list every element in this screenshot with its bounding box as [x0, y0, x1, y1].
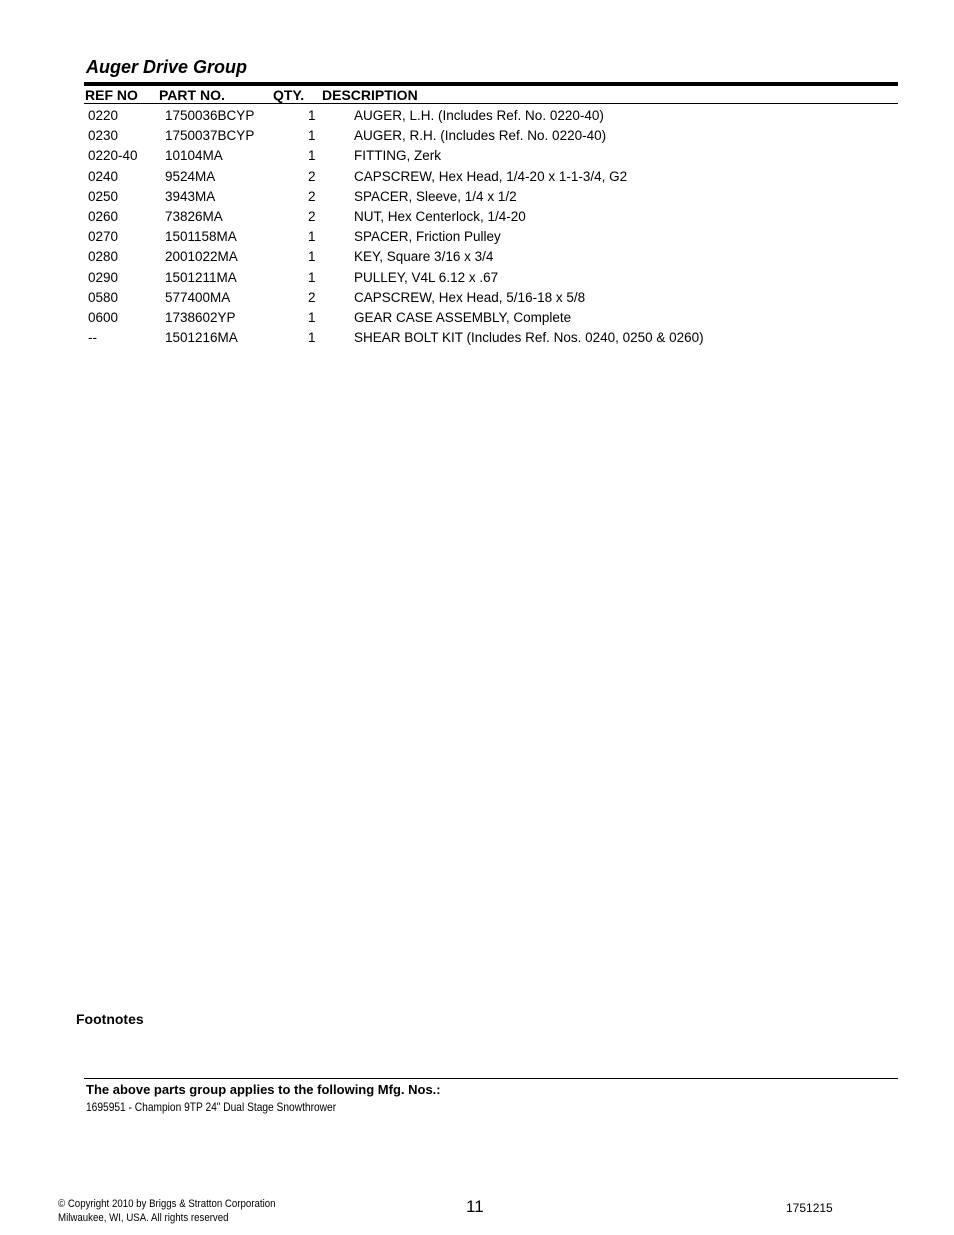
cell-description: PULLEY, V4L 6.12 x .67	[354, 269, 499, 285]
cell-ref-no: 0280	[88, 249, 119, 265]
cell-description: SPACER, Sleeve, 1/4 x 1/2	[354, 188, 517, 204]
cell-qty: 1	[308, 148, 316, 164]
cell-ref-no: 0600	[88, 309, 119, 325]
cell-description: SHEAR BOLT KIT (Includes Ref. Nos. 0240, 0250 & 0260)	[354, 330, 704, 346]
copyright-line-1: © Copyright 2010 by Briggs & Stratton Corporation	[58, 1198, 276, 1210]
table-row	[84, 269, 898, 289]
cell-ref-no: 0290	[88, 269, 119, 285]
cell-description: GEAR CASE ASSEMBLY, Complete	[354, 309, 572, 325]
cell-qty: 1	[308, 269, 316, 285]
table-row	[84, 309, 898, 329]
cell-part-no: 1501158MA	[165, 229, 237, 245]
cell-part-no: 3943MA	[165, 188, 216, 204]
cell-part-no: 1750036BCYP	[165, 108, 255, 123]
document-number: 1751215	[786, 1201, 833, 1215]
cell-qty: 1	[308, 309, 316, 325]
cell-description: FITTING, Zerk	[354, 148, 441, 164]
cell-description: NUT, Hex Centerlock, 1/4-20	[354, 208, 526, 224]
cell-qty: 2	[308, 208, 316, 224]
cell-qty: 2	[308, 188, 316, 204]
mfg-item: 1695951 - Champion 9TP 24" Dual Stage Snowthrower	[86, 1100, 337, 1114]
cell-ref-no: 0220-40	[88, 148, 138, 164]
table-row	[84, 147, 898, 167]
cell-ref-no: 0220	[88, 108, 119, 123]
cell-description: CAPSCREW, Hex Head, 5/16-18 x 5/8	[354, 289, 586, 305]
cell-part-no: 1501211MA	[165, 269, 237, 285]
cell-part-no: 10104MA	[165, 148, 223, 164]
cell-description: SPACER, Friction Pulley	[354, 229, 501, 245]
mfg-rule	[84, 1078, 898, 1079]
page-number: 11	[466, 1197, 484, 1216]
table-row	[84, 127, 898, 147]
cell-part-no: 577400MA	[165, 289, 231, 305]
header-rule	[84, 103, 898, 104]
table-row	[84, 248, 898, 268]
cell-qty: 2	[308, 168, 316, 184]
cell-part-no: 73826MA	[165, 208, 223, 224]
table-row	[84, 329, 898, 349]
header-description: DESCRIPTION	[322, 87, 418, 103]
cell-description: AUGER, L.H. (Includes Ref. No. 0220-40)	[354, 108, 604, 123]
parts-table-header	[84, 86, 898, 104]
cell-ref-no: 0240	[88, 168, 119, 184]
cell-description: KEY, Square 3/16 x 3/4	[354, 249, 494, 265]
cell-description: AUGER, R.H. (Includes Ref. No. 0220-40)	[354, 128, 607, 144]
cell-ref-no: 0260	[88, 208, 119, 224]
table-row	[84, 188, 898, 208]
copyright	[58, 1197, 276, 1225]
cell-ref-no: 0230	[88, 128, 119, 144]
table-row	[84, 289, 898, 309]
cell-part-no: 2001022MA	[165, 249, 238, 265]
cell-qty: 1	[308, 128, 316, 144]
cell-ref-no: --	[88, 330, 97, 346]
cell-qty: 1	[308, 249, 316, 265]
parts-table-body	[84, 107, 898, 349]
mfg-heading: The above parts group applies to the following Mfg. Nos.:	[86, 1082, 441, 1097]
table-row	[84, 228, 898, 248]
cell-qty: 1	[308, 330, 316, 346]
footnotes-label: Footnotes	[76, 1011, 144, 1027]
cell-description: CAPSCREW, Hex Head, 1/4-20 x 1-1-3/4, G2	[354, 168, 628, 184]
cell-qty: 1	[308, 108, 316, 123]
group-title: Auger Drive Group	[86, 57, 248, 77]
table-row	[84, 107, 898, 127]
cell-qty: 1	[308, 229, 316, 245]
header-ref-no: REF NO	[85, 87, 138, 103]
header-part-no: PART NO.	[159, 87, 225, 103]
cell-ref-no: 0580	[88, 289, 119, 305]
cell-part-no: 1738602YP	[165, 309, 236, 325]
copyright-line-2: Milwaukee, WI, USA. All rights reserved	[58, 1212, 229, 1224]
cell-qty: 2	[308, 289, 316, 305]
cell-part-no: 1750037BCYP	[165, 128, 255, 144]
cell-part-no: 1501216MA	[165, 330, 238, 346]
table-row	[84, 208, 898, 228]
header-qty: QTY.	[273, 87, 305, 103]
cell-part-no: 9524MA	[165, 168, 216, 184]
cell-ref-no: 0250	[88, 188, 119, 204]
table-row	[84, 168, 898, 188]
cell-ref-no: 0270	[88, 229, 119, 245]
